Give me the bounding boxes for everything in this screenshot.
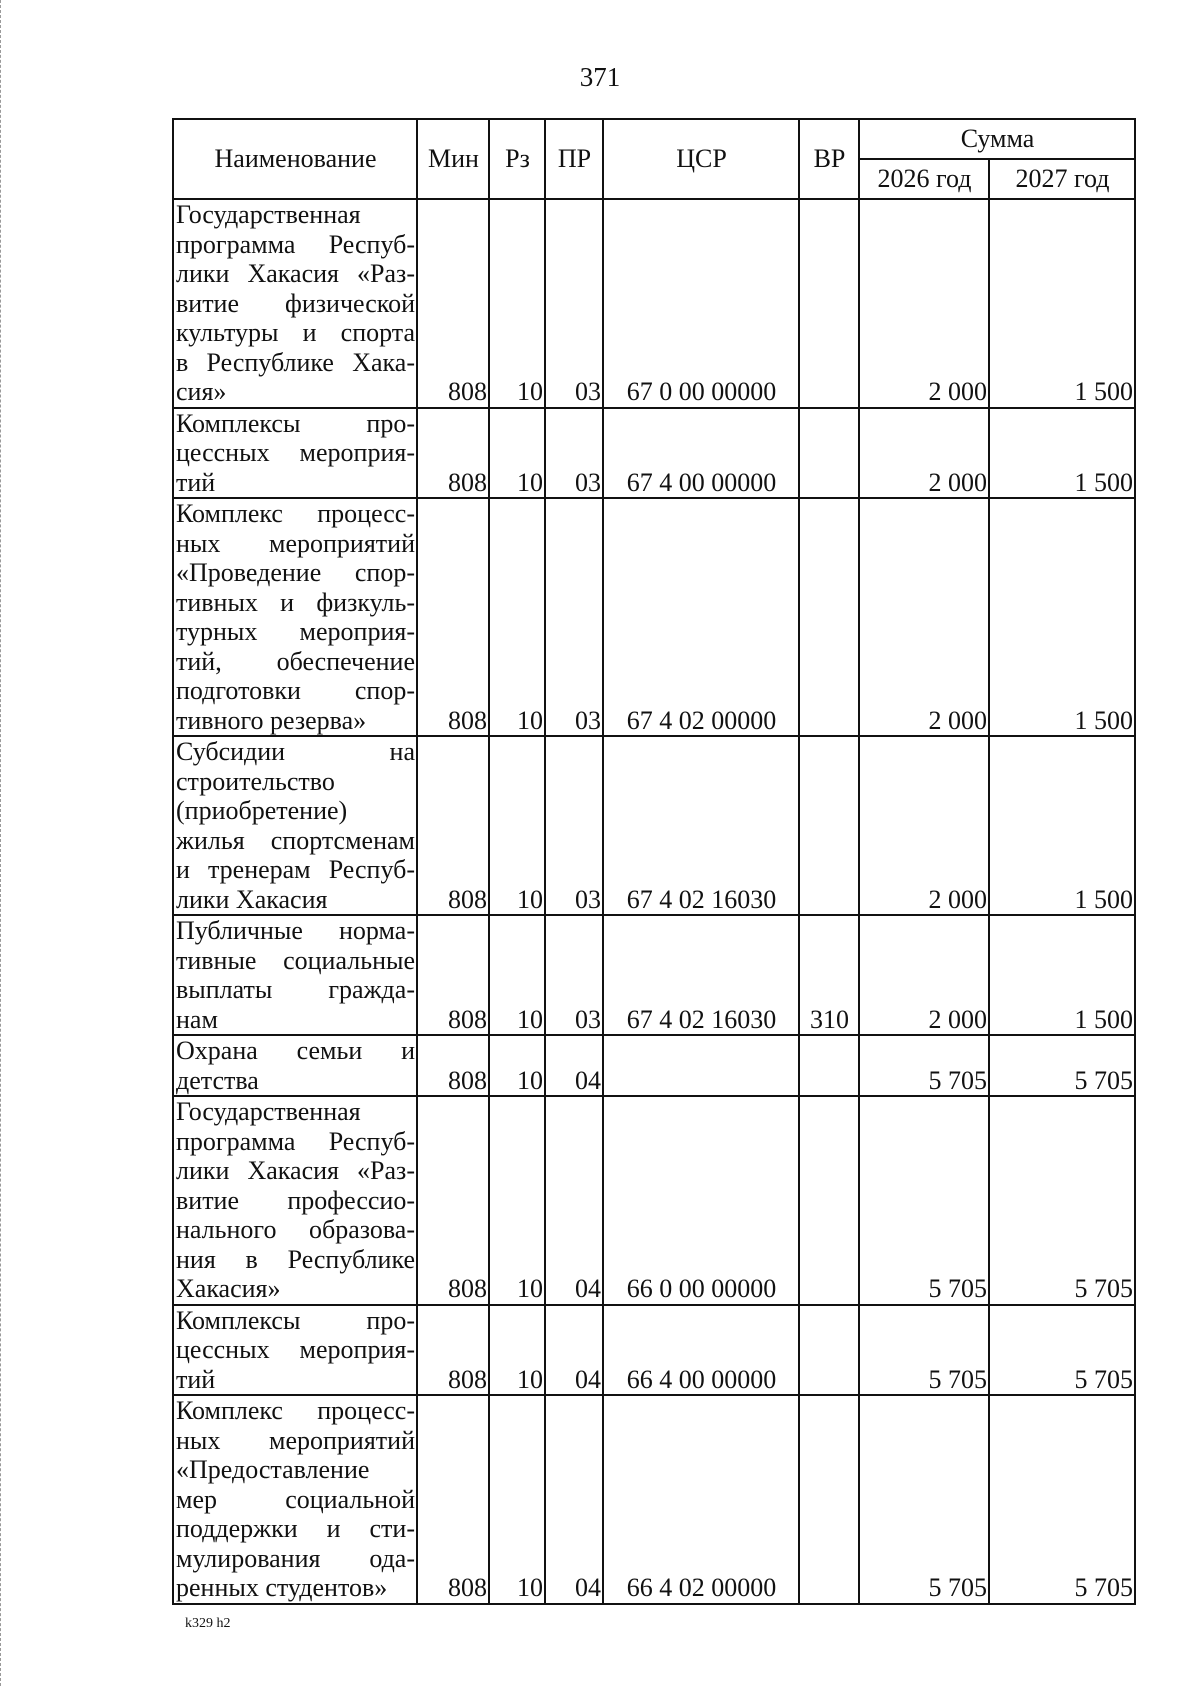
row-rz: 10 <box>489 1096 545 1305</box>
row-rz: 10 <box>489 915 545 1035</box>
row-sum-2026: 2 000 <box>859 498 989 736</box>
table-row <box>173 1035 1135 1096</box>
row-name-line: ных мероприятий <box>176 528 415 558</box>
page-number: 371 <box>579 62 621 92</box>
row-name <box>173 1395 417 1604</box>
row-min: 808 <box>417 199 489 408</box>
row-name-line: и тренерам Респуб- <box>176 855 415 884</box>
row-name-line: программа Респуб- <box>176 229 415 259</box>
row-csr: 67 4 02 16030 <box>603 736 799 915</box>
budget-table <box>172 118 1136 1605</box>
row-csr: 67 0 00 00000 <box>603 199 799 408</box>
row-vr <box>799 1395 859 1604</box>
table-body <box>173 199 1135 1604</box>
row-name <box>173 1035 417 1096</box>
row-pr: 04 <box>545 1096 603 1305</box>
row-name-line: ных мероприятий <box>176 1425 415 1455</box>
row-csr: 66 0 00 00000 <box>603 1096 799 1305</box>
row-name-line: лики Хакасия <box>176 884 328 914</box>
row-name-line: тий <box>176 467 216 497</box>
row-name-line: лики Хакасия «Раз- <box>176 259 415 288</box>
row-sum-2026: 5 705 <box>859 1305 989 1396</box>
row-sum-2026: 5 705 <box>859 1035 989 1096</box>
row-min: 808 <box>417 1395 489 1604</box>
page-edge <box>0 0 3 1686</box>
row-sum-2027: 1 500 <box>989 736 1135 915</box>
row-name <box>173 915 417 1035</box>
row-name-line: Комплексы про- <box>176 408 415 438</box>
header-vr: ВР <box>799 119 859 199</box>
header-rz: Рз <box>489 119 545 199</box>
row-name-line: нального образова- <box>176 1215 415 1244</box>
row-name-line: строительство <box>176 766 335 796</box>
row-csr: 67 4 02 00000 <box>603 498 799 736</box>
row-name-line: Охрана семьи и <box>176 1036 415 1065</box>
row-name-line: выплаты гражда- <box>176 975 415 1004</box>
row-rz: 10 <box>489 199 545 408</box>
row-sum-2026: 5 705 <box>859 1096 989 1305</box>
row-name-line: Комплекс процесс- <box>176 499 415 528</box>
row-rz: 10 <box>489 736 545 915</box>
row-name <box>173 1096 417 1305</box>
row-name-line: жилья спортсменам <box>176 825 415 855</box>
row-name-line: тивные социальные <box>176 945 415 975</box>
row-name-line: цессных мероприя- <box>176 1335 415 1364</box>
row-sum-2027: 5 705 <box>989 1395 1135 1604</box>
table-row <box>173 1305 1135 1396</box>
row-csr: 66 4 00 00000 <box>603 1305 799 1396</box>
row-vr <box>799 408 859 499</box>
row-sum-2026: 2 000 <box>859 736 989 915</box>
table-row <box>173 736 1135 915</box>
row-sum-2026: 2 000 <box>859 408 989 499</box>
row-name-line: Субсидии на <box>176 737 415 766</box>
row-sum-2027: 1 500 <box>989 408 1135 499</box>
header-pr: ПР <box>545 119 603 199</box>
row-pr: 03 <box>545 498 603 736</box>
row-name-line: Публичные норма- <box>176 916 415 945</box>
row-name-line: Комплекс процесс- <box>176 1396 415 1425</box>
row-sum-2027: 5 705 <box>989 1305 1135 1396</box>
row-csr: 67 4 02 16030 <box>603 915 799 1035</box>
row-csr: 67 4 00 00000 <box>603 408 799 499</box>
row-name-line: турных мероприя- <box>176 617 415 646</box>
row-vr <box>799 1035 859 1096</box>
row-sum-2026: 2 000 <box>859 915 989 1035</box>
row-rz: 10 <box>489 498 545 736</box>
row-pr: 04 <box>545 1035 603 1096</box>
row-rz: 10 <box>489 1395 545 1604</box>
row-name-line: ния в Республике <box>176 1244 415 1274</box>
row-name-line: Государственная <box>176 200 361 229</box>
row-name-line: витие профессио- <box>176 1185 415 1215</box>
row-vr <box>799 1096 859 1305</box>
header-name: Наименование <box>173 119 417 199</box>
row-name-line: мер социальной <box>176 1484 415 1514</box>
row-min: 808 <box>417 736 489 915</box>
header-year-2026: 2026 год <box>859 159 989 199</box>
table-row <box>173 498 1135 736</box>
row-name-line: тий <box>176 1364 216 1394</box>
header-year-2027: 2027 год <box>989 159 1135 199</box>
row-name-line: поддержки и сти- <box>176 1514 415 1543</box>
row-min: 808 <box>417 1035 489 1096</box>
row-pr: 03 <box>545 915 603 1035</box>
row-csr <box>603 1035 799 1096</box>
row-min: 808 <box>417 1096 489 1305</box>
row-min: 808 <box>417 915 489 1035</box>
row-sum-2026: 2 000 <box>859 199 989 408</box>
row-name-line: тивных и физкуль- <box>176 587 415 617</box>
row-vr <box>799 199 859 408</box>
row-sum-2027: 1 500 <box>989 498 1135 736</box>
row-name-line: мулирования ода- <box>176 1543 415 1573</box>
row-vr <box>799 1305 859 1396</box>
row-csr: 66 4 02 00000 <box>603 1395 799 1604</box>
table-row <box>173 199 1135 408</box>
header-csr: ЦСР <box>603 119 799 199</box>
table-row <box>173 408 1135 499</box>
row-name-line: ренных студентов» <box>176 1573 388 1602</box>
row-sum-2027: 1 500 <box>989 915 1135 1035</box>
row-min: 808 <box>417 1305 489 1396</box>
header-row-1 <box>173 119 1135 159</box>
row-name-line: нам <box>176 1004 218 1034</box>
row-name-line: «Проведение спор- <box>176 558 415 587</box>
row-name-line: витие физической <box>176 288 415 318</box>
row-pr: 04 <box>545 1305 603 1396</box>
table-row <box>173 1395 1135 1604</box>
table-row <box>173 1096 1135 1305</box>
row-name-line: «Предоставление <box>176 1455 370 1484</box>
table-row <box>173 915 1135 1035</box>
header-sum: Сумма <box>859 119 1135 159</box>
row-name-line: (приобретение) <box>176 796 348 825</box>
row-pr: 03 <box>545 736 603 915</box>
row-sum-2027: 5 705 <box>989 1035 1135 1096</box>
row-name-line: цессных мероприя- <box>176 438 415 467</box>
row-name-line: Государственная <box>176 1097 361 1126</box>
row-min: 808 <box>417 498 489 736</box>
row-name-line: культуры и спорта <box>176 318 415 347</box>
row-name <box>173 1305 417 1396</box>
row-name <box>173 199 417 408</box>
row-pr: 03 <box>545 408 603 499</box>
row-name <box>173 736 417 915</box>
row-name-line: подготовки спор- <box>176 676 415 705</box>
row-min: 808 <box>417 408 489 499</box>
row-pr: 04 <box>545 1395 603 1604</box>
footer-code: k329 h2 <box>185 1616 231 1631</box>
row-name-line: лики Хакасия «Раз- <box>176 1156 415 1185</box>
row-name-line: Хакасия» <box>176 1274 281 1303</box>
row-name <box>173 408 417 499</box>
row-name-line: программа Респуб- <box>176 1126 415 1156</box>
row-name-line: тивного резерва» <box>176 705 367 735</box>
row-name-line: тий, обеспечение <box>176 646 415 676</box>
row-rz: 10 <box>489 1305 545 1396</box>
row-rz: 10 <box>489 408 545 499</box>
row-sum-2026: 5 705 <box>859 1395 989 1604</box>
row-sum-2027: 5 705 <box>989 1096 1135 1305</box>
row-name-line: детства <box>176 1065 259 1095</box>
row-vr <box>799 498 859 736</box>
row-rz: 10 <box>489 1035 545 1096</box>
row-pr: 03 <box>545 199 603 408</box>
row-vr <box>799 736 859 915</box>
row-sum-2027: 1 500 <box>989 199 1135 408</box>
header-min: Мин <box>417 119 489 199</box>
row-vr: 310 <box>799 915 859 1035</box>
row-name <box>173 498 417 736</box>
row-name-line: Комплексы про- <box>176 1305 415 1335</box>
row-name-line: сия» <box>176 377 227 406</box>
row-name-line: в Республике Хака- <box>176 347 415 377</box>
